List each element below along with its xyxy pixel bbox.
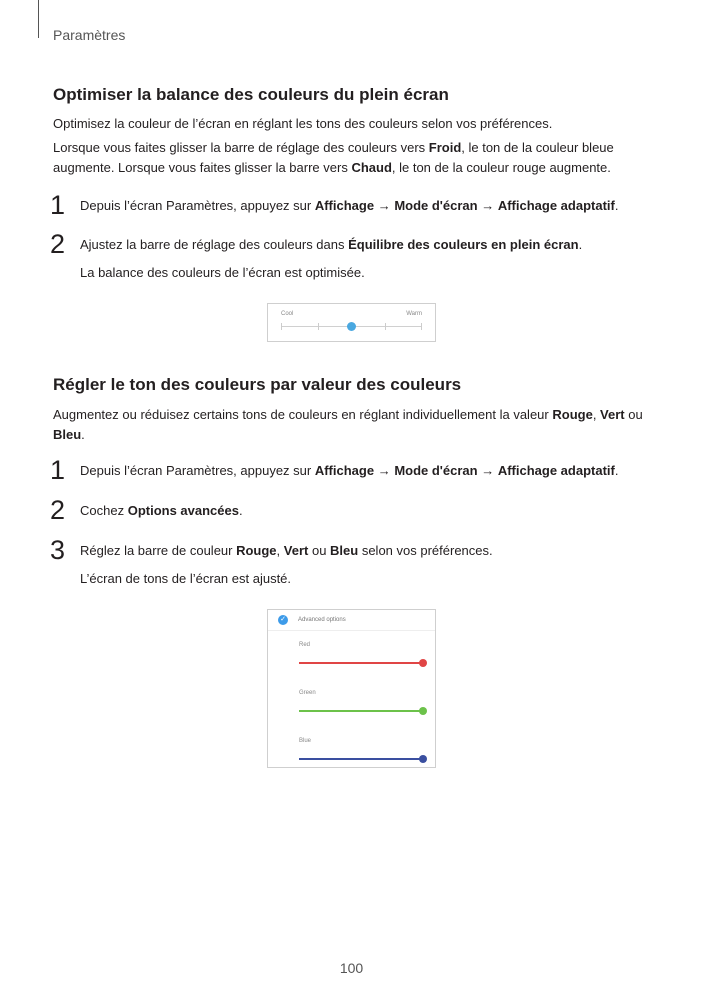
tick (318, 323, 319, 330)
section1-title: Optimiser la balance des couleurs du plein écran (53, 85, 449, 104)
section2-step3: Réglez la barre de couleur Rouge, Vert ou Bleu selon vos préférences. (80, 543, 493, 558)
red-slider-thumb[interactable] (419, 659, 427, 667)
step-number: 1 (50, 190, 66, 220)
step-number: 2 (50, 229, 66, 259)
checkbox-checked-icon[interactable]: ✓ (278, 615, 288, 625)
section2-step3-result: L’écran de tons de l’écran est ajusté. (80, 571, 292, 586)
section1-intro1: Optimisez la couleur de l’écran en réglant les tons des couleurs selon vos préférences. (53, 116, 553, 131)
tick-left (281, 323, 282, 330)
balance-slider-thumb[interactable] (347, 322, 356, 331)
section1-step2-result: La balance des couleurs de l’écran est optimisée. (80, 265, 365, 280)
red-label: Red (299, 642, 311, 648)
green-slider-track[interactable] (299, 710, 423, 712)
warm-label: Warm (406, 311, 422, 317)
red-slider-track[interactable] (299, 662, 423, 664)
step-number: 3 (50, 535, 66, 565)
section2-step1: Depuis l’écran Paramètres, appuyez sur Affichage → Mode d'écran → Affichage adaptatif. (80, 463, 619, 478)
section2-step2: Cochez Options avancées. (80, 503, 243, 518)
header-rule (38, 0, 39, 38)
advanced-options-screenshot (267, 609, 436, 768)
advanced-options-label: Advanced options (298, 617, 346, 623)
blue-slider-track[interactable] (299, 758, 423, 760)
tick (385, 323, 386, 330)
tick-right (421, 323, 422, 330)
section1-step1: Depuis l’écran Paramètres, appuyez sur Affichage → Mode d'écran → Affichage adaptatif. (80, 198, 619, 213)
section1-intro2: Lorsque vous faites glisser la barre de réglage des couleurs vers Froid, le ton de la couleur bleue augmente. Lorsque vous faites glisser la barre vers Chaud, le ton de la couleur rouge augmente. (53, 140, 614, 175)
page-number: 100 (339, 960, 364, 976)
blue-slider-thumb[interactable] (419, 755, 427, 763)
section2-title: Régler le ton des couleurs par valeur des couleurs (53, 375, 462, 394)
blue-label: Blue (299, 738, 312, 744)
running-header: Paramètres (53, 27, 126, 43)
step-number: 1 (50, 455, 66, 485)
green-slider-thumb[interactable] (419, 707, 427, 715)
color-balance-screenshot (267, 303, 436, 342)
section2-intro: Augmentez ou réduisez certains tons de couleurs en réglant individuellement la valeur Rouge, Vert ou Bleu. (53, 407, 643, 442)
section1-step2: Ajustez la barre de réglage des couleurs dans Équilibre des couleurs en plein écran. (80, 237, 583, 252)
green-label: Green (299, 690, 316, 696)
cool-label: Cool (281, 311, 294, 317)
divider (268, 630, 435, 631)
step-number: 2 (50, 495, 66, 525)
